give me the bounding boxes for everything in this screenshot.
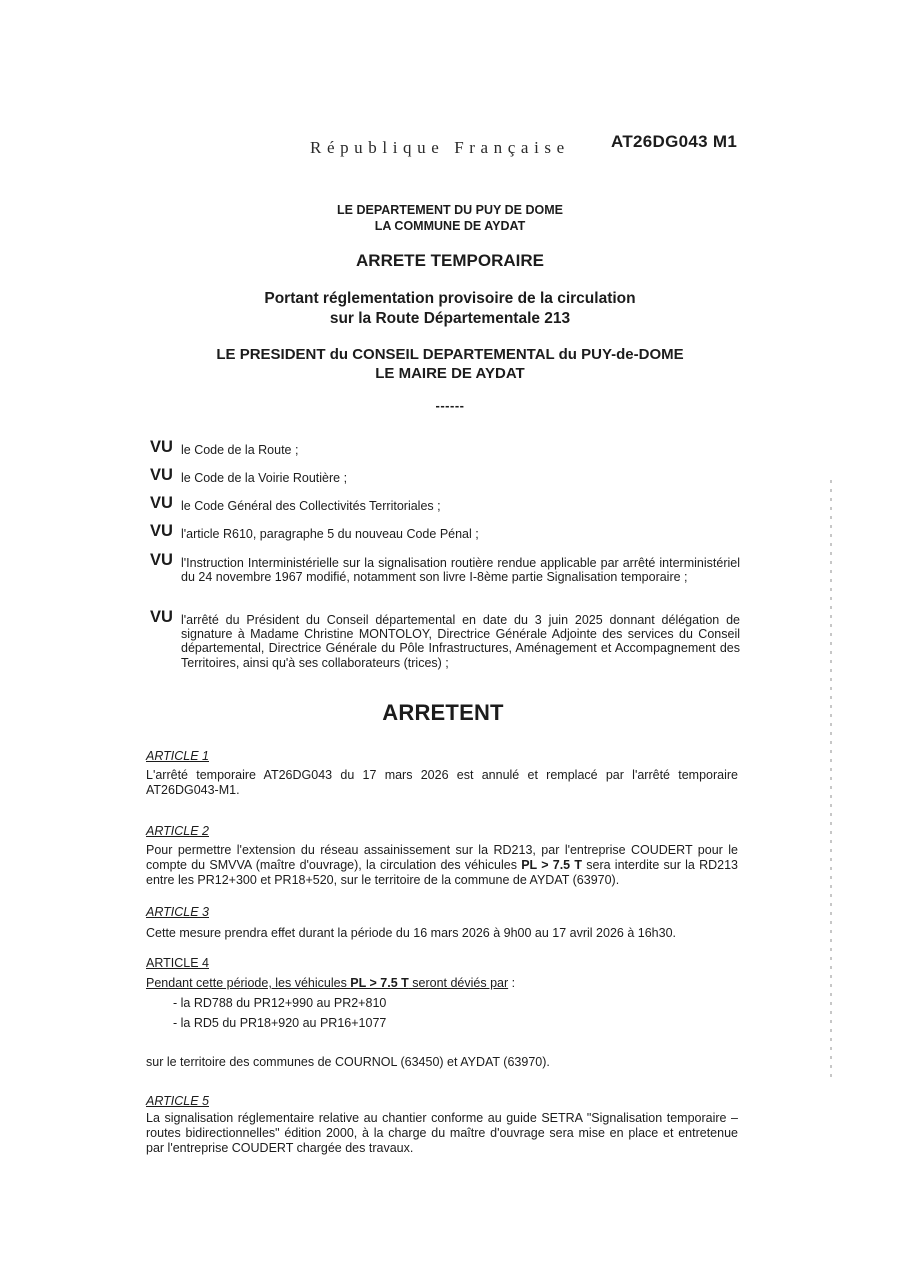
article-5-title: ARTICLE 5 [146,1094,209,1108]
detour-route: - la RD5 du PR18+920 au PR16+1077 [173,1016,387,1030]
issuer-commune: LA COMMUNE DE AYDAT [374,219,526,233]
article-2-body [146,843,738,887]
vu-clause [150,494,740,513]
issuer-department: LE DEPARTEMENT DU PUY DE DOME [337,203,563,217]
subtitle-line-2: sur la Route Départementale 213 [329,310,571,327]
article-3-title: ARTICLE 3 [146,905,209,919]
article-4-lead: Pendant cette période, les véhicules PL > 7.5 T seront déviés par : [146,976,516,990]
vu-clause [150,608,740,670]
vu-text: le Code de la Voirie Routière ; [181,471,348,485]
authority-mayor: LE MAIRE DE AYDAT [375,365,525,382]
vu-text: l'Instruction Interministérielle sur la signalisation routière rendue applicable par arrêté interministériel du 24 novembre 1967 modifié, notamment son livre I-8ème partie Signalisation temporaire ; [181,556,740,585]
vu-text: le Code Général des Collectivités Territoriales ; [181,499,441,513]
document-subtitle [0,289,900,329]
vu-text: l'arrêté du Président du Conseil départemental en date du 3 juin 2025 donnant délégation de signature à Madame Christine MONTOLOY, Directrice Générale Adjointe des services du Conseil départemental, Directrice Générale du Pôle Infrastructures, Aménagement et Accompagnement des Territoires, ainsi qu'à ses collaborateurs (trices) ; [181,613,740,670]
article-4-title: ARTICLE 4 [146,956,209,970]
authority-president: LE PRESIDENT du CONSEIL DEPARTEMENTAL du PUY-de-DOME [216,346,684,363]
vu-keyword: VU [150,466,173,484]
scan-edge-artifact [830,480,832,1080]
detour-route: - la RD788 du PR12+990 au PR2+810 [173,996,387,1010]
article-2-text-end: sera interdite sur la RD213 entre les PR12+300 et PR18+520, sur le territoire de la commune de AYDAT (63970). [146,857,738,887]
vu-keyword: VU [150,551,173,569]
article-2-title: ARTICLE 2 [146,824,209,838]
authority-block [0,345,900,383]
vu-keyword: VU [150,522,173,540]
article-4-closing: sur le territoire des communes de COURNOL (63450) et AYDAT (63970). [146,1055,550,1069]
vehicle-weight-limit: PL > 7.5 T [350,976,409,990]
vu-clause [150,551,740,585]
article-5-body: La signalisation réglementaire relative au chantier conforme au guide SETRA "Signalisation temporaire – routes bidirectionnelles" édition 2000, à la charge du maître d'ouvrage sera mise en place et entretenue par l'entreprise COUDERT chargée des travaux. [146,1111,738,1155]
vu-clause [150,438,740,457]
article-3-body: Cette mesure prendra effet durant la période du 16 mars 2026 à 9h00 au 17 avril 2026 à 16h30. [146,926,676,940]
arrete-reference: AT26DG043 M1 [611,132,738,151]
republique-francaise: République Française [310,138,570,157]
separator: ------ [435,398,465,413]
subtitle-line-1: Portant réglementation provisoire de la circulation [264,290,636,307]
document-title: ARRETE TEMPORAIRE [356,251,544,270]
article-4-lead-text: Pendant cette période, les véhicules PL > 7.5 T seront déviés par [146,976,509,990]
vu-keyword: VU [150,494,173,512]
vu-keyword: VU [150,438,173,456]
arretent-heading: ARRETENT [382,700,504,725]
article-2-text: Pour permettre l'extension du réseau assainissement sur la RD213, par l'entreprise COUDERT pour le compte du SMVVA (maître d'ouvrage), la circulation des véhicules [146,843,738,872]
article-1-body: L'arrêté temporaire AT26DG043 du 17 mars 2026 est annulé et remplacé par l'arrêté temporaire AT26DG043-M1. [146,768,738,797]
vu-clause [150,522,740,541]
vu-text: le Code de la Route ; [181,443,299,457]
vu-keyword: VU [150,608,173,626]
article-1-title: ARTICLE 1 [146,749,209,763]
vehicle-weight-limit: PL > 7.5 T [521,857,582,872]
vu-text: l'article R610, paragraphe 5 du nouveau Code Pénal ; [181,527,479,541]
vu-clause [150,466,740,485]
issuer-block [0,202,900,234]
